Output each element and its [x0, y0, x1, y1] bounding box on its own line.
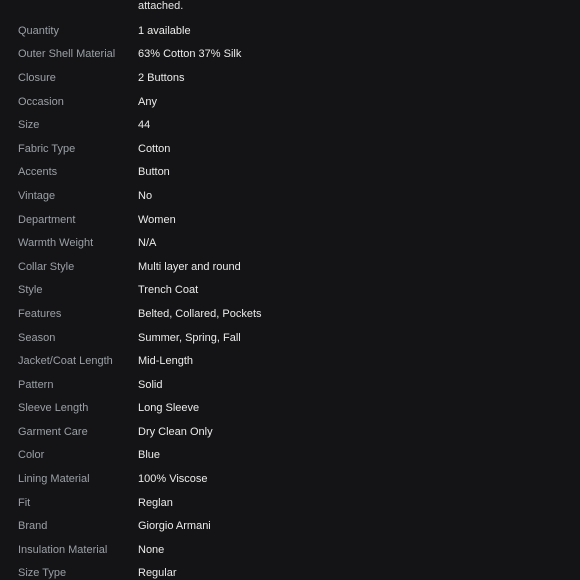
spec-row [0, 562, 580, 580]
spec-row [0, 420, 580, 444]
spec-row [0, 231, 580, 255]
spec-value: 2 Buttons [138, 71, 185, 84]
spec-label: Garment Care [18, 425, 88, 438]
spec-value: 100% Viscose [138, 473, 208, 486]
spec-value: Dry Clean Only [138, 425, 213, 438]
spec-row [0, 137, 580, 161]
spec-label: Size [18, 119, 40, 132]
spec-value: Long Sleeve [138, 402, 200, 415]
spec-row [0, 302, 580, 326]
spec-row [0, 538, 580, 562]
spec-label: Features [18, 307, 62, 320]
spec-row [0, 444, 580, 468]
spec-value: Cotton [138, 142, 171, 155]
spec-row [0, 161, 580, 185]
spec-label: Vintage [18, 189, 56, 202]
spec-value: No [138, 189, 153, 202]
item-specifics-list [0, 19, 580, 580]
spec-label: Season [18, 331, 56, 344]
spec-value: Belted, Collared, Pockets [138, 307, 262, 320]
spec-label: Occasion [18, 95, 64, 108]
spec-label: Jacket/Coat Length [18, 355, 113, 368]
spec-value: Women [138, 213, 176, 226]
spec-value: Reglan [138, 496, 173, 509]
spec-value: 1 available [138, 24, 191, 37]
spec-label: Quantity [18, 24, 59, 37]
spec-value: Blue [138, 449, 161, 462]
spec-row [0, 208, 580, 232]
spec-row [0, 467, 580, 491]
spec-label: Outer Shell Material [18, 48, 116, 61]
spec-label: Sleeve Length [18, 402, 89, 415]
spec-row [0, 184, 580, 208]
spec-value: Giorgio Armani [138, 520, 211, 533]
spec-value: N/A [138, 237, 157, 250]
spec-value: Any [138, 95, 157, 108]
spec-row [0, 66, 580, 90]
spec-label: Lining Material [18, 473, 90, 486]
spec-row [0, 113, 580, 137]
spec-label: Warmth Weight [18, 237, 94, 250]
spec-value: Solid [138, 378, 163, 391]
spec-label: Size Type [18, 567, 67, 580]
spec-row [0, 255, 580, 279]
spec-row [0, 19, 580, 43]
spec-label: Fit [18, 496, 31, 509]
spec-value: 63% Cotton 37% Silk [138, 48, 242, 61]
spec-value: Button [138, 166, 170, 179]
spec-label: Insulation Material [18, 543, 108, 556]
spec-label: Pattern [18, 378, 54, 391]
spec-label: Style [18, 284, 43, 297]
spec-label: Accents [18, 166, 58, 179]
spec-row [0, 43, 580, 67]
spec-label: Fabric Type [18, 142, 76, 155]
spec-row [0, 397, 580, 421]
spec-value: None [138, 543, 165, 556]
spec-row [0, 326, 580, 350]
spec-row [0, 514, 580, 538]
spec-value: Summer, Spring, Fall [138, 331, 241, 344]
spec-value: Mid-Length [138, 355, 194, 368]
spec-label: Closure [18, 71, 56, 84]
spec-value: Regular [138, 567, 177, 580]
spec-label: Collar Style [18, 260, 75, 273]
spec-value: Trench Coat [138, 284, 199, 297]
description-text: attached. [138, 0, 184, 12]
spec-row [0, 491, 580, 515]
spec-label: Brand [18, 520, 48, 533]
spec-label: Color [18, 449, 45, 462]
spec-row [0, 349, 580, 373]
spec-label: Department [18, 213, 76, 226]
spec-value: 44 [138, 119, 151, 132]
spec-row [0, 279, 580, 303]
spec-row [0, 90, 580, 114]
spec-value: Multi layer and round [138, 260, 241, 273]
spec-row [0, 373, 580, 397]
